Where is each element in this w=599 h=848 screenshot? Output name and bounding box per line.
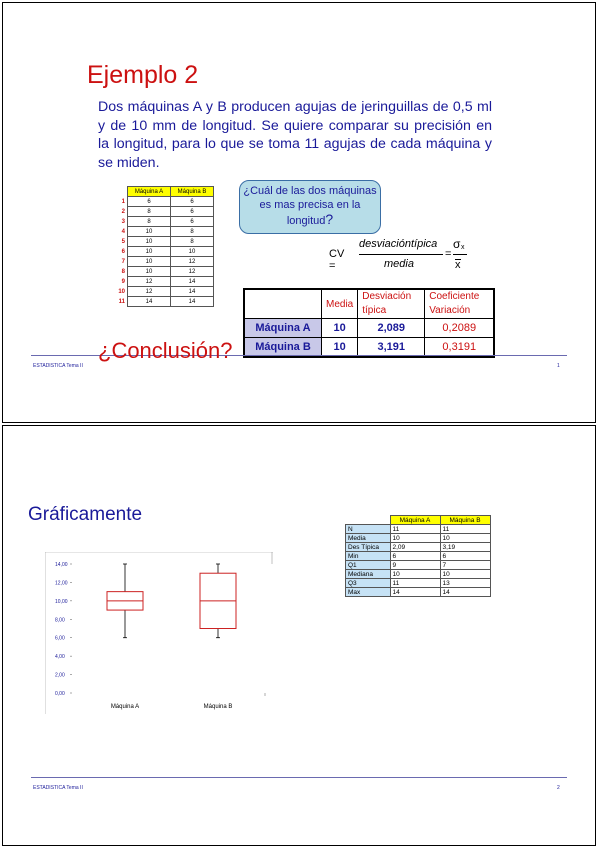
x-category-label: Máquina A [110, 704, 140, 710]
row-index: 1 [121, 198, 125, 205]
row-label-b: Máquina B [244, 338, 322, 358]
cv-a: 0,2089 [425, 319, 495, 338]
slide-2 [2, 425, 596, 846]
formula-equals: = [445, 248, 452, 260]
y-tick-label: 10,00 [55, 598, 68, 605]
row-index: 11 [118, 298, 125, 305]
table-row [115, 207, 214, 217]
table-row [346, 570, 491, 579]
row-index: 5 [121, 238, 125, 245]
page-number: 2 [557, 785, 560, 791]
value-b: 8 [171, 227, 214, 237]
header-cv: Coeficiente Variación [425, 289, 495, 319]
stat-label: Des Típica [346, 543, 391, 552]
value-a: 10 [128, 237, 171, 247]
formula-numerator: desviacióntípica [359, 238, 438, 250]
stat-label: Mediana [346, 570, 391, 579]
table-row [115, 227, 214, 237]
table-row [346, 561, 491, 570]
stat-value-b: 14 [440, 588, 490, 597]
row-index: 2 [121, 208, 125, 215]
stat-value-b: 10 [440, 534, 490, 543]
value-b: 6 [171, 217, 214, 227]
stat-value-a: 9 [390, 561, 440, 570]
stat-label: Max [346, 588, 391, 597]
value-a: 12 [128, 277, 171, 287]
stat-value-a: 14 [390, 588, 440, 597]
table-row [115, 277, 214, 287]
stat-label: Q3 [346, 579, 391, 588]
value-a: 6 [128, 197, 171, 207]
summary-table [345, 515, 491, 597]
value-b: 6 [171, 207, 214, 217]
stat-value-b: 13 [440, 579, 490, 588]
stat-value-a: 10 [390, 534, 440, 543]
col-header-a: Máquina A [128, 187, 171, 197]
col-header-b: Máquina B [171, 187, 214, 197]
formula-denominator: media [384, 258, 414, 270]
row-index: 4 [121, 228, 125, 235]
table-row [115, 267, 214, 277]
value-a: 10 [128, 257, 171, 267]
table-row [346, 552, 491, 561]
y-tick-label: 14,00 [55, 562, 68, 568]
desv-a: 2,089 [358, 319, 425, 338]
formula-sigma-sub: x [461, 244, 465, 251]
table-row [346, 534, 491, 543]
bubble-question-mark: ? [325, 211, 334, 227]
page-number: 1 [557, 363, 560, 369]
formula-lhs: CV = [329, 248, 345, 272]
value-a: 10 [128, 227, 171, 237]
measurements-table [115, 186, 214, 307]
table-row [346, 588, 491, 597]
table-row [115, 287, 214, 297]
y-tick-label: 6,00 [55, 635, 65, 642]
header-media: Media [322, 289, 358, 319]
y-tick-label: 2,00 [55, 672, 65, 679]
slide-title: Ejemplo 2 [87, 61, 199, 89]
row-index: 6 [121, 248, 125, 255]
y-tick-label: 12,00 [55, 580, 68, 587]
value-b: 14 [171, 297, 214, 307]
y-tick-label: 0,00 [55, 691, 65, 697]
stat-value-a: 11 [390, 525, 440, 534]
stat-value-a: 11 [390, 579, 440, 588]
stat-value-a: 2,09 [390, 543, 440, 552]
stat-label: Q1 [346, 561, 391, 570]
value-a: 10 [128, 247, 171, 257]
media-b: 10 [322, 338, 358, 358]
footer-divider [31, 777, 567, 778]
stat-value-a: 6 [390, 552, 440, 561]
col-header-b: Máquina B [440, 516, 490, 525]
stat-label: Min [346, 552, 391, 561]
intro-paragraph: Dos máquinas A y B producen agujas de jeringuillas de 0,5 ml y de 10 mm de longitud. Se quiere comparar su precisión en la longitud, para lo que se toma 11 agujas de cada máquina y se miden. [98, 99, 492, 171]
value-a: 8 [128, 207, 171, 217]
stat-value-b: 7 [440, 561, 490, 570]
slide-1 [2, 2, 596, 423]
row-index: 3 [121, 218, 125, 225]
value-a: 8 [128, 217, 171, 227]
footer-text: ESTADISTICA Tema II [33, 363, 83, 369]
table-row [115, 297, 214, 307]
media-a: 10 [322, 319, 358, 338]
stat-value-b: 10 [440, 570, 490, 579]
table-row [115, 217, 214, 227]
table-row [115, 197, 214, 207]
formula-sigma: σ [453, 237, 461, 251]
value-b: 12 [171, 267, 214, 277]
table-row [346, 543, 491, 552]
table-row [115, 247, 214, 257]
stat-value-b: 6 [440, 552, 490, 561]
value-a: 12 [128, 287, 171, 297]
row-index: 9 [121, 278, 125, 285]
table-row [346, 525, 491, 534]
header-desviacion: Desviación típica [358, 289, 425, 319]
value-b: 14 [171, 277, 214, 287]
slide-title: Gráficamente [28, 504, 143, 525]
table-row [115, 237, 214, 247]
table-row [115, 257, 214, 267]
question-bubble [239, 180, 381, 234]
value-b: 8 [171, 237, 214, 247]
conclusion-text: ¿Conclusión? [98, 338, 233, 363]
row-index: 7 [121, 258, 125, 265]
row-index: 10 [118, 288, 125, 295]
row-label-a: Máquina A [244, 319, 322, 338]
desv-b: 3,191 [358, 338, 425, 358]
stat-value-a: 10 [390, 570, 440, 579]
x-category-label: Máquina B [203, 704, 233, 710]
value-b: 10 [171, 247, 214, 257]
value-b: 6 [171, 197, 214, 207]
table-row [346, 579, 491, 588]
bubble-text: ¿Cuál de las dos máquinas es mas precisa en la longitud [243, 185, 377, 227]
stat-value-b: 3,19 [440, 543, 490, 552]
value-a: 10 [128, 267, 171, 277]
stat-label: N [346, 525, 391, 534]
value-a: 14 [128, 297, 171, 307]
value-b: 12 [171, 257, 214, 267]
row-index: 8 [121, 268, 125, 275]
formula-xbar: x [455, 259, 461, 271]
y-tick-label: 8,00 [55, 617, 65, 624]
stats-table [243, 288, 495, 358]
value-b: 14 [171, 287, 214, 297]
col-header-a: Máquina A [390, 516, 440, 525]
boxplot-chart [45, 552, 273, 714]
y-tick-label: 4,00 [55, 654, 65, 661]
stat-value-b: 11 [440, 525, 490, 534]
footer-text: ESTADISTICA Tema II [33, 785, 83, 791]
cv-b: 0,3191 [425, 338, 495, 358]
stat-label: Media [346, 534, 391, 543]
